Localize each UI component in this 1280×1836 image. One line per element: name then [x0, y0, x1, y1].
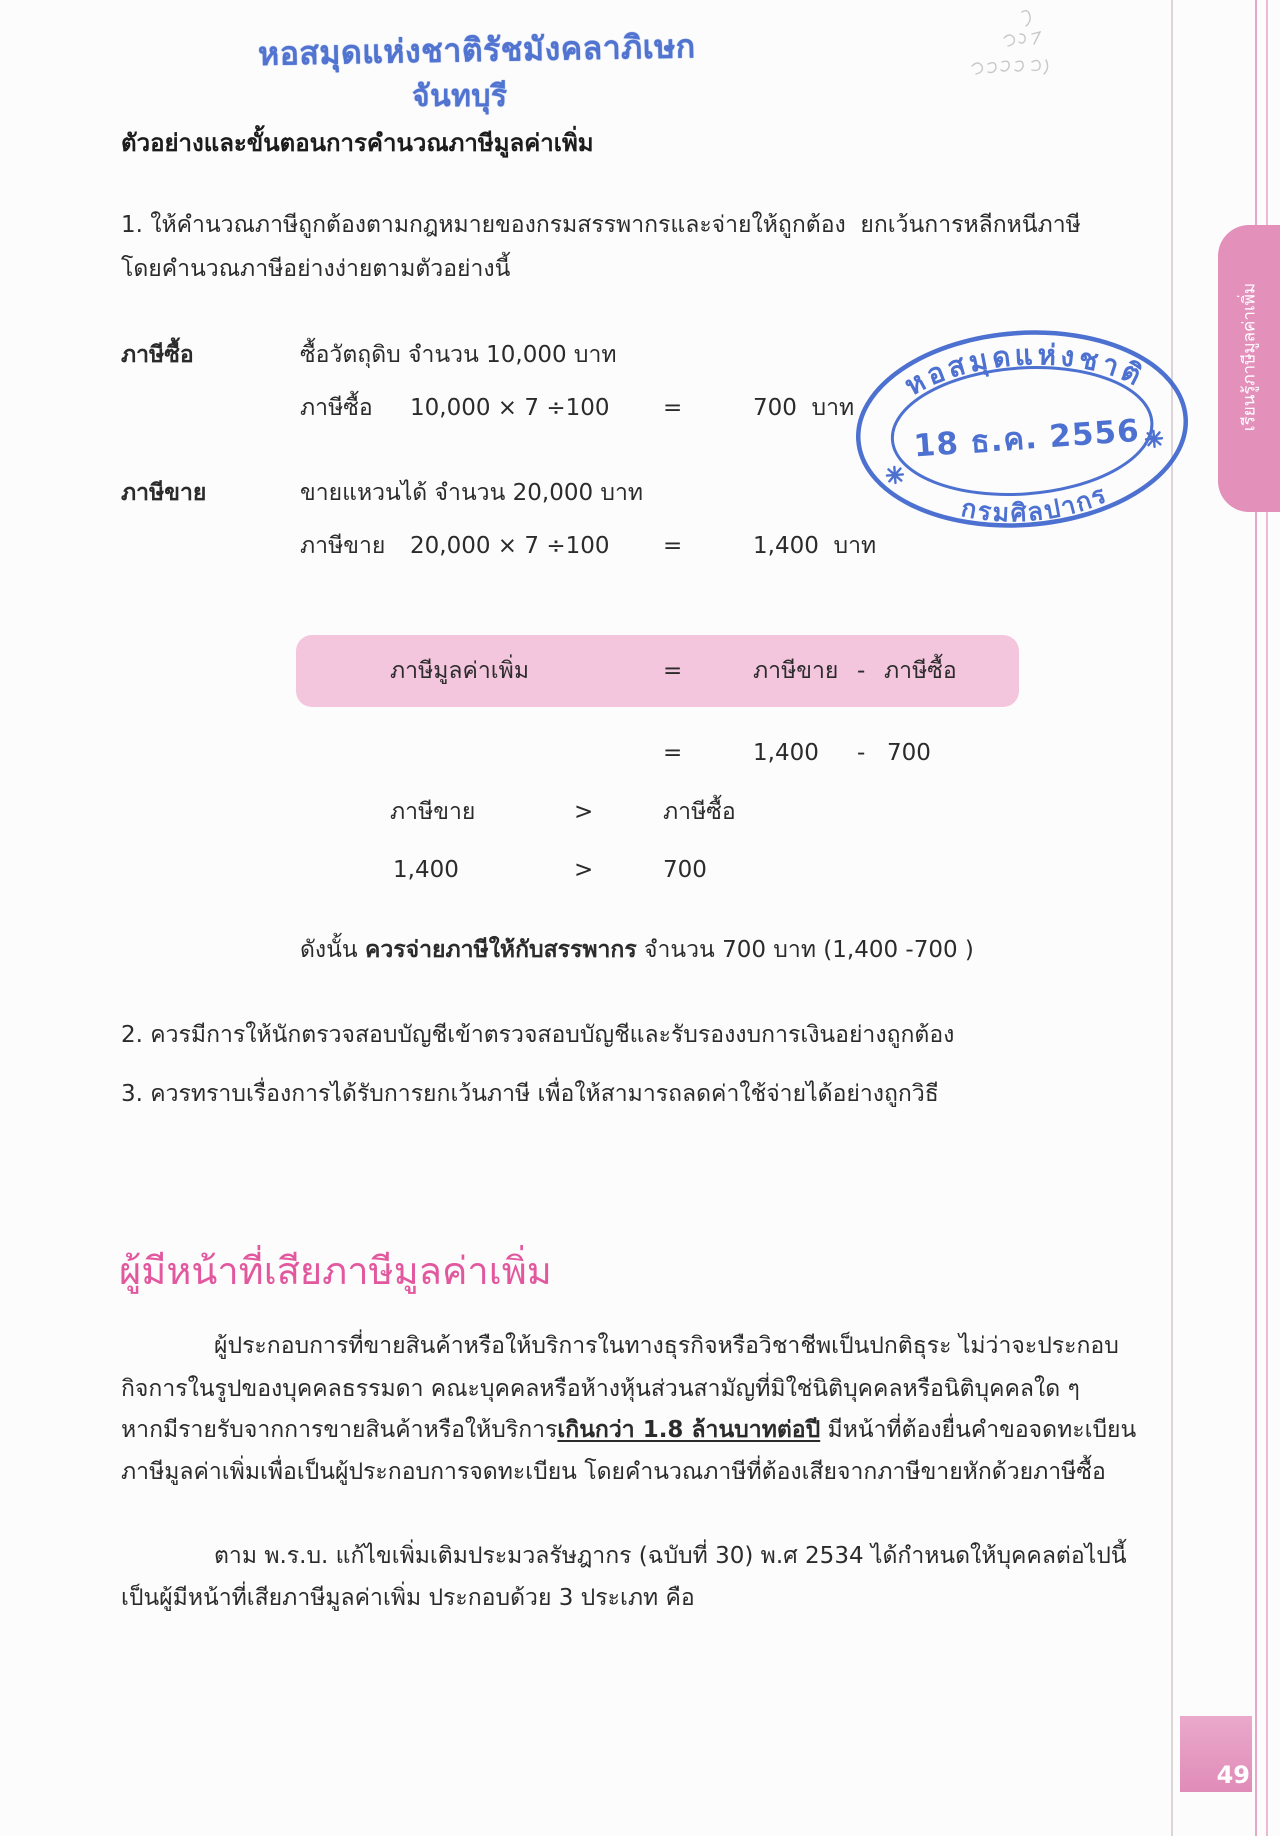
conclusion-suffix: จำนวน 700 บาท (1,400 -700 ) — [636, 937, 974, 963]
paragraph1-line3-suffix: มีหน้าที่ต้องยื่นคำขอจดทะเบียน — [820, 1417, 1137, 1443]
stamp-star-left-icon — [886, 466, 903, 483]
paragraph1-line2: กิจการในรูปของบุคคลธรรมดา คณะบุคคลหรือห้างหุ้นส่วนสามัญที่มิใช่นิติบุคคลหรือนิติบุคคลใด ๆ — [121, 1376, 1080, 1402]
sales-calc-equals: = — [663, 533, 683, 559]
vat-formula-purchase: ภาษีซื้อ — [884, 658, 957, 684]
comparison-label-right: ภาษีซื้อ — [663, 799, 736, 825]
purchase-calc-formula: 10,000 × 7 ÷100 — [410, 395, 610, 421]
paragraph2-line1: ตาม พ.ร.บ. แก้ไขเพิ่มเติมประมวลรัษฎากร (ฉบับที่ 30) พ.ศ 2534 ได้กำหนดให้บุคคลต่อไปนี้ — [214, 1543, 1127, 1569]
pencil-annotation — [960, 4, 1070, 94]
margin-rule-gray — [1171, 0, 1173, 1836]
chapter-side-tab-label: เรียนรู้ภาษีมูลค่าเพิ่ม — [1239, 282, 1260, 432]
sales-calc-formula: 20,000 × 7 ÷100 — [410, 533, 610, 559]
page-heading: ตัวอย่างและขั้นตอนการคำนวณภาษีมูลค่าเพิ่ม — [121, 129, 594, 157]
stamp-star-right-icon — [1145, 430, 1162, 447]
vat-values-purchase: 700 — [887, 740, 931, 766]
sales-calc-label: ภาษีขาย — [300, 533, 386, 559]
sales-tax-label: ภาษีขาย — [121, 480, 207, 506]
purchase-tax-label: ภาษีซื้อ — [121, 342, 194, 368]
vat-formula-label: ภาษีมูลค่าเพิ่ม — [390, 658, 529, 684]
vat-values-minus: - — [857, 740, 866, 766]
sales-tax-description: ขายแหวนได้ จำนวน 20,000 บาท — [300, 480, 644, 506]
library-stamp-location: จันทบุรี — [412, 79, 508, 114]
paragraph1-line3 — [121, 1415, 1136, 1445]
vat-formula-sales: ภาษีขาย — [753, 658, 839, 684]
step1-line2: โดยคำนวณภาษีอย่างง่ายตามตัวอย่างนี้ — [121, 256, 511, 282]
comparison-label-operator: > — [574, 799, 594, 825]
comparison-label-left: ภาษีขาย — [390, 799, 476, 825]
vat-formula-minus: - — [857, 658, 866, 684]
section-heading: ผู้มีหน้าที่เสียภาษีมูลค่าเพิ่ม — [119, 1249, 552, 1293]
comparison-value-right: 700 — [663, 857, 707, 883]
paragraph1-line3-prefix: หากมีรายรับจากการขายสินค้าหรือให้บริการ — [121, 1417, 558, 1443]
vat-formula-equals: = — [663, 658, 683, 684]
stamp-bottom-text: กรมศิลปากร — [958, 479, 1112, 528]
conclusion-prefix: ดังนั้น — [300, 937, 365, 963]
page-number: 49 — [1216, 1761, 1250, 1789]
stamp-date: 18 ธ.ค. 2556 — [912, 412, 1141, 465]
purchase-tax-description: ซื้อวัตถุดิบ จำนวน 10,000 บาท — [300, 342, 617, 368]
comparison-value-left: 1,400 — [393, 857, 459, 883]
page-number-box — [1180, 1716, 1252, 1792]
purchase-calc-label: ภาษีซื้อ — [300, 395, 373, 421]
purchase-calc-result: 700 บาท — [753, 395, 855, 421]
conclusion-line — [300, 935, 974, 965]
stamp-top-text-wrapper — [897, 330, 1152, 410]
date-stamp — [850, 325, 1194, 533]
step2-text: 2. ควรมีการให้นักตรวจสอบบัญชีเข้าตรวจสอบบัญชีและรับรองงบการเงินอย่างถูกต้อง — [121, 1022, 955, 1048]
paragraph1-line4: ภาษีมูลค่าเพิ่มเพื่อเป็นผู้ประกอบการจดทะเบียน โดยคำนวณภาษีที่ต้องเสียจากภาษีขายหักด้วยภาษีซื้อ — [121, 1459, 1106, 1485]
comparison-value-operator: > — [574, 857, 594, 883]
paragraph1-line1: ผู้ประกอบการที่ขายสินค้าหรือให้บริการในทางธุรกิจหรือวิชาชีพเป็นปกติธุระ ไม่ว่าจะประกอบ — [214, 1333, 1119, 1359]
library-stamp-name: หอสมุดแห่งชาติรัชมังคลาภิเษก — [257, 27, 696, 73]
conclusion-emphasis: ควรจ่ายภาษีให้กับสรรพากร — [364, 937, 637, 963]
chapter-side-tab — [1218, 225, 1280, 512]
vat-values-sales: 1,400 — [753, 740, 819, 766]
stamp-top-text: หอสมุดแห่งชาติ — [898, 338, 1151, 403]
sales-calc-result: 1,400 บาท — [753, 533, 877, 559]
step3-text: 3. ควรทราบเรื่องการได้รับการยกเว้นภาษี เพื่อให้สามารถลดค่าใช้จ่ายได้อย่างถูกวิธี — [121, 1081, 939, 1107]
stamp-bottom-text-wrapper — [957, 478, 1113, 531]
step1-line1: 1. ให้คำนวณภาษีถูกต้องตามกฎหมายของกรมสรรพากรและจ่ายให้ถูกต้อง ยกเว้นการหลีกหนีภาษี — [121, 212, 1081, 238]
paragraph2-line2: เป็นผู้มีหน้าที่เสียภาษีมูลค่าเพิ่ม ประกอบด้วย 3 ประเภท คือ — [121, 1585, 695, 1611]
paragraph1-revenue-threshold: เกินกว่า 1.8 ล้านบาทต่อปี — [557, 1417, 821, 1443]
vat-values-equals: = — [663, 740, 683, 766]
purchase-calc-equals: = — [663, 395, 683, 421]
